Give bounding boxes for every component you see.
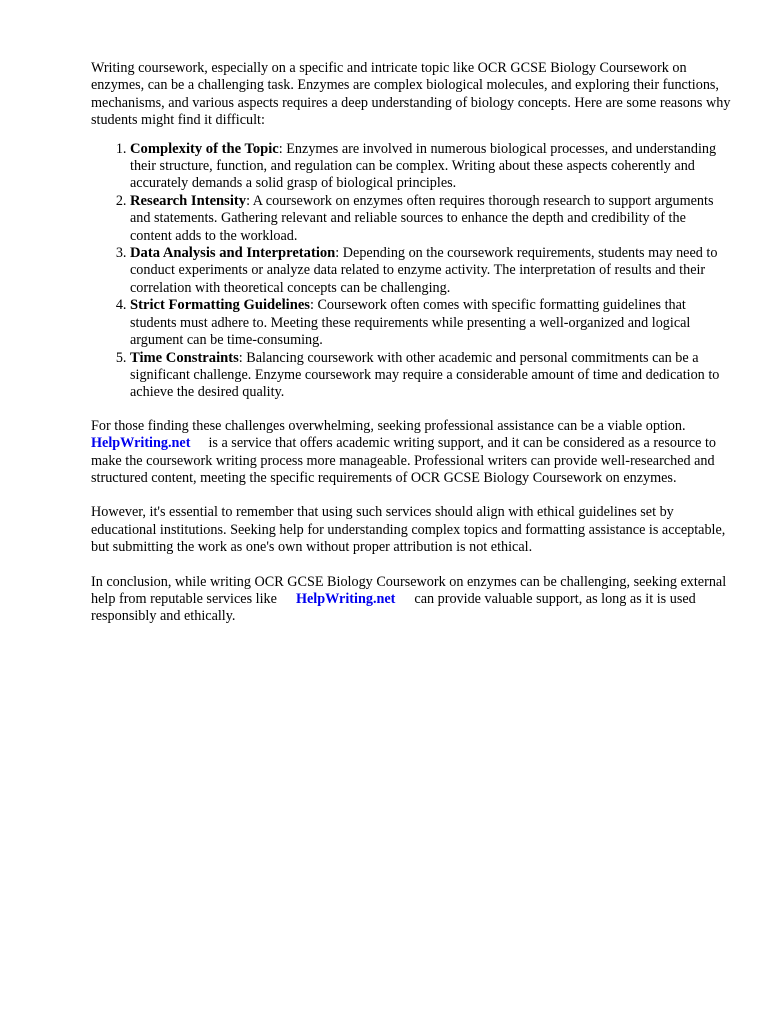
helpwriting-link[interactable]: HelpWriting.net	[91, 435, 191, 452]
reasons-list	[91, 141, 731, 402]
conclusion-text-after: can provide valuable support, as long as it is used responsibly and ethically.	[91, 590, 696, 625]
help-text-before: For those finding these challenges overwhelming, seeking professional assistance can be a viable option.	[91, 417, 686, 434]
reason-text: : Depending on the coursework requirements, students may need to conduct experiments or analyze data related to enzyme activity. The interpretation of results and their correlation with theoretical concepts can be challenging.	[130, 245, 718, 296]
reason-term: Time Constraints	[130, 349, 239, 366]
conclusion-text-before: In conclusion, while writing OCR GCSE Biology Coursework on enzymes can be challenging, seeking external help from reputable services like	[91, 573, 727, 607]
reason-text: : A coursework on enzymes often requires thorough research to support arguments and statements. Gathering relevant and reliable sources to enhance the depth and credibility of the content adds to the workload.	[130, 192, 714, 244]
list-item	[130, 350, 731, 402]
reason-text: : Enzymes are involved in numerous biological processes, and understanding their structure, function, and regulation can be complex. Writing about these aspects coherently and accurately demands a solid grasp of biological principles.	[130, 140, 717, 192]
reason-term: Data Analysis and Interpretation	[130, 245, 336, 262]
reason-text: : Balancing coursework with other academic and personal commitments can be a significant challenge. Enzyme coursework may require a considerable amount of time and dedication to achieve the desired quality.	[130, 349, 720, 401]
list-item	[130, 141, 731, 193]
list-item	[130, 193, 731, 245]
ethics-paragraph: However, it's essential to remember that using such services should align with ethical guidelines set by educational institutions. Seeking help for understanding complex topics and formatting assistance is acceptable, but submitting the work as one's own without proper attribution is not ethical.	[91, 504, 726, 556]
reason-term: Research Intensity	[130, 192, 247, 209]
help-paragraph	[91, 418, 731, 488]
helpwriting-link[interactable]: HelpWriting.net	[295, 590, 396, 607]
reason-term: Complexity of the Topic	[130, 140, 279, 157]
conclusion-paragraph	[91, 574, 731, 626]
reason-text: : Coursework often comes with specific formatting guidelines that students must adhere to. Meeting these requirements while presenting a well-organized and logical argument can be time-consuming.	[130, 297, 691, 349]
reason-term: Strict Formatting Guidelines	[130, 297, 310, 314]
list-item	[130, 245, 731, 297]
list-item	[130, 297, 731, 349]
help-text-after: is a service that offers academic writing support, and it can be considered as a resource to make the coursework writing process more manageable. Professional writers can provide well-researched and structured content, meeting the specific requirements of OCR GCSE Biology Coursework on enzymes.	[91, 435, 716, 486]
document-body	[91, 60, 731, 643]
intro-paragraph: Writing coursework, especially on a specific and intricate topic like OCR GCSE Biology Coursework on enzymes, can be a challenging task. Enzymes are complex biological molecules, and exploring their functions, mechanisms, and various aspects requires a deep understanding of biology concepts. Here are some reasons why students might find it difficult:	[91, 60, 731, 129]
